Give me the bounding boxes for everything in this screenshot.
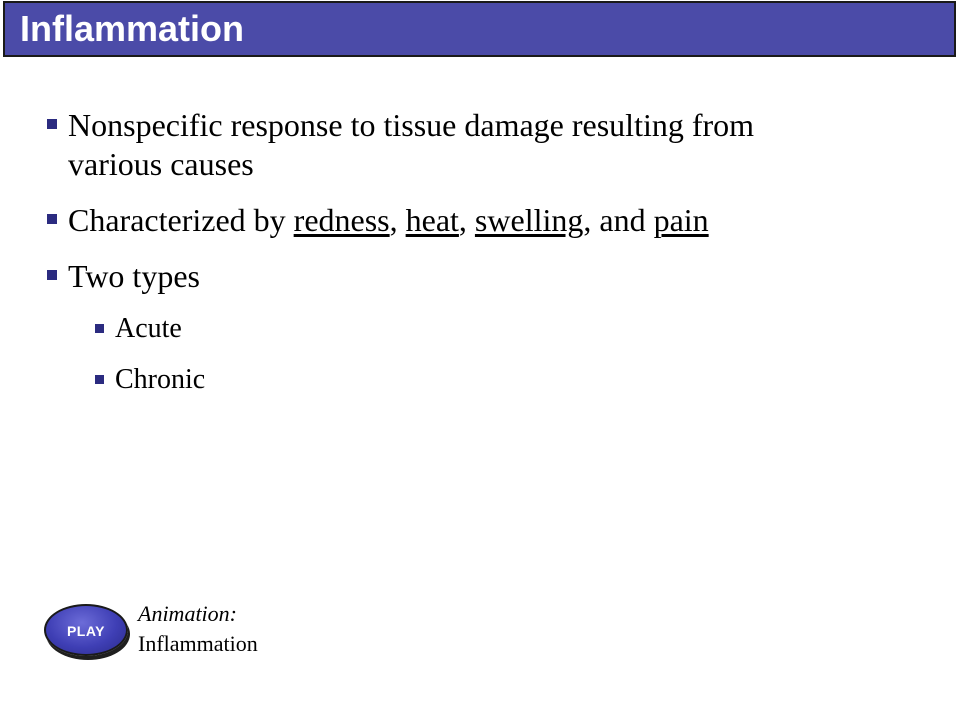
sub-bullet-text: Chronic	[115, 364, 206, 395]
play-button-label: PLAY	[66, 623, 106, 639]
separator: ,	[389, 202, 406, 238]
bullet-text: Nonspecific response to tissue damage resulting from	[68, 107, 755, 143]
square-bullet-icon	[47, 214, 57, 224]
sub-bullet-text: Acute	[115, 313, 182, 344]
square-bullet-icon	[47, 119, 57, 129]
term-redness: redness	[293, 202, 390, 238]
animation-caption-label: Animation:	[138, 601, 237, 626]
square-bullet-icon	[47, 270, 57, 280]
separator: , and	[583, 202, 654, 238]
square-bullet-icon	[95, 324, 104, 333]
square-bullet-icon	[95, 375, 104, 384]
bullet-text: Two types	[68, 258, 200, 294]
term-heat: heat	[405, 202, 459, 238]
play-button[interactable]	[44, 604, 128, 656]
slide-title: Inflammation	[20, 8, 245, 49]
term-pain: pain	[653, 202, 709, 238]
bullet-text-continuation: various causes	[68, 146, 254, 182]
title-bar	[3, 1, 956, 57]
separator: ,	[458, 202, 475, 238]
animation-caption	[138, 599, 258, 659]
animation-caption-name: Inflammation	[138, 631, 258, 656]
bullet-text	[68, 201, 709, 239]
bullet-prefix: Characterized by	[68, 202, 294, 238]
term-swelling: swelling	[474, 202, 584, 238]
